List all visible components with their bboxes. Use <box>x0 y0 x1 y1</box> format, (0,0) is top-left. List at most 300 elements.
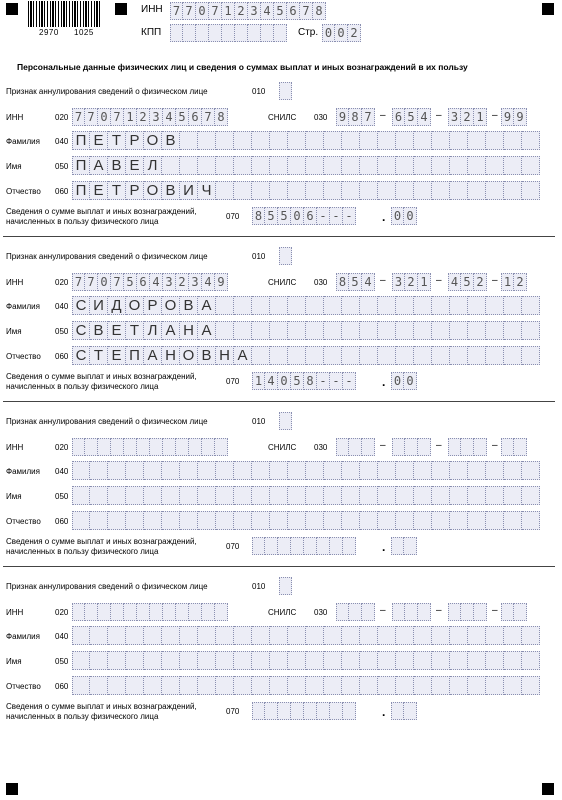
input-cell <box>324 156 342 175</box>
cancel-label: Признак аннулирования сведений о физическом лице <box>6 582 208 591</box>
snils-part-3[interactable] <box>448 438 487 456</box>
patronymic-field[interactable] <box>72 181 540 199</box>
snils-part-3[interactable] <box>448 108 487 126</box>
input-cell <box>378 511 396 530</box>
input-cell <box>432 651 450 670</box>
input-cell <box>270 346 288 365</box>
input-cell <box>360 626 378 645</box>
input-cell <box>270 181 288 200</box>
input-cell <box>418 603 431 621</box>
form-title: Персональные данные физических лиц и сведения о суммах выплат и иных вознаграждений в их пользу <box>17 62 468 72</box>
input-cell <box>304 537 317 555</box>
input-cell <box>234 156 252 175</box>
input-cell <box>189 438 202 456</box>
input-cell <box>137 603 150 621</box>
surname-field[interactable] <box>72 626 540 644</box>
input-cell <box>468 346 486 365</box>
input-cell: А <box>234 346 252 365</box>
input-cell <box>234 131 252 150</box>
input-cell <box>216 486 234 505</box>
input-cell <box>234 296 252 315</box>
surname-code: 040 <box>55 467 69 476</box>
input-cell <box>234 626 252 645</box>
input-cell <box>144 461 162 480</box>
input-cell <box>137 438 150 456</box>
input-cell <box>124 603 137 621</box>
input-cell <box>486 156 504 175</box>
cancel-label: Признак аннулирования сведений о физическом лице <box>6 87 208 96</box>
input-cell <box>270 676 288 695</box>
input-cell <box>108 651 126 670</box>
input-cell: П <box>126 346 144 365</box>
input-cell <box>252 676 270 695</box>
input-cell: 0 <box>391 372 404 390</box>
input-cell: 8 <box>313 2 326 20</box>
sum-decimal-point: . <box>382 375 386 389</box>
input-cell: Е <box>108 346 126 365</box>
inn-code: 020 <box>55 113 69 122</box>
inn-code: 020 <box>55 443 69 452</box>
inn-code: 020 <box>55 608 69 617</box>
input-cell: 5 <box>349 273 362 291</box>
input-cell: А <box>162 321 180 340</box>
input-cell: 5 <box>461 273 474 291</box>
input-cell <box>522 181 540 200</box>
input-cell <box>342 321 360 340</box>
input-cell: 6 <box>287 2 300 20</box>
input-cell <box>414 346 432 365</box>
input-cell <box>108 626 126 645</box>
sum-label-line2: начисленных в пользу физического лица <box>6 712 159 721</box>
input-cell <box>396 461 414 480</box>
cancel-code: 010 <box>252 582 266 591</box>
name-field[interactable] <box>72 321 540 339</box>
patronymic-field[interactable] <box>72 676 540 694</box>
input-cell <box>278 537 291 555</box>
input-cell <box>448 603 461 621</box>
input-cell <box>234 486 252 505</box>
input-cell <box>504 296 522 315</box>
cancel-field[interactable] <box>279 247 292 265</box>
snils-part-3[interactable] <box>448 273 487 291</box>
snils-separator: – <box>492 605 498 616</box>
sum-int-field[interactable] <box>252 372 356 390</box>
input-cell <box>514 438 527 456</box>
input-cell <box>360 461 378 480</box>
input-cell: Т <box>108 181 126 200</box>
input-cell <box>324 511 342 530</box>
input-cell <box>324 131 342 150</box>
input-cell <box>504 461 522 480</box>
cancel-field[interactable] <box>279 412 292 430</box>
input-cell <box>342 676 360 695</box>
input-cell <box>324 651 342 670</box>
input-cell <box>270 156 288 175</box>
snils-part-4[interactable] <box>501 273 527 291</box>
input-cell <box>501 603 514 621</box>
input-cell <box>126 676 144 695</box>
input-cell <box>450 486 468 505</box>
cancel-label: Признак аннулирования сведений о физическом лице <box>6 252 208 261</box>
snils-part-4[interactable] <box>501 438 527 456</box>
sum-decimal-point: . <box>382 705 386 719</box>
input-cell <box>198 511 216 530</box>
input-cell: 3 <box>150 108 163 126</box>
surname-field[interactable] <box>72 131 540 149</box>
input-cell <box>468 651 486 670</box>
cancel-field[interactable] <box>279 82 292 100</box>
input-cell <box>180 461 198 480</box>
input-cell: 0 <box>335 24 348 42</box>
input-cell <box>72 603 85 621</box>
input-cell <box>450 461 468 480</box>
input-cell <box>72 676 90 695</box>
block-divider <box>3 566 555 567</box>
sum-int-field[interactable] <box>252 537 356 555</box>
input-cell <box>342 131 360 150</box>
sum-code: 070 <box>226 212 240 221</box>
cancel-code: 010 <box>252 87 266 96</box>
input-cell <box>265 702 278 720</box>
input-cell: 1 <box>501 273 514 291</box>
input-cell <box>378 346 396 365</box>
input-cell <box>432 676 450 695</box>
input-cell <box>486 321 504 340</box>
name-code: 050 <box>55 162 69 171</box>
input-cell <box>362 603 375 621</box>
corner-marker-bottom-right <box>542 783 554 795</box>
corner-marker-bottom-left <box>6 783 18 795</box>
input-cell: 7 <box>183 2 196 20</box>
input-cell <box>306 676 324 695</box>
input-cell <box>486 626 504 645</box>
input-cell <box>270 511 288 530</box>
surname-label: Фамилия <box>6 137 40 146</box>
input-cell <box>306 181 324 200</box>
block-divider <box>3 236 555 237</box>
input-cell <box>522 131 540 150</box>
sum-dec-field[interactable] <box>391 702 417 720</box>
input-cell <box>486 296 504 315</box>
input-cell <box>162 676 180 695</box>
input-cell <box>432 321 450 340</box>
input-cell <box>306 511 324 530</box>
input-cell <box>234 181 252 200</box>
input-cell: 9 <box>501 108 514 126</box>
inn-label: ИНН <box>6 113 24 122</box>
input-cell <box>270 296 288 315</box>
snils-part-2[interactable] <box>392 603 431 621</box>
input-cell <box>126 626 144 645</box>
name-field[interactable] <box>72 651 540 669</box>
snils-label: СНИЛС <box>268 278 297 287</box>
input-cell: 2 <box>235 2 248 20</box>
input-cell <box>306 321 324 340</box>
input-cell <box>342 346 360 365</box>
input-cell <box>180 486 198 505</box>
patronymic-label: Отчество <box>6 517 41 526</box>
sum-label-line2: начисленных в пользу физического лица <box>6 547 159 556</box>
input-cell: Р <box>126 181 144 200</box>
input-cell <box>414 626 432 645</box>
input-cell: 6 <box>392 108 405 126</box>
cancel-code: 010 <box>252 252 266 261</box>
patronymic-code: 060 <box>55 517 69 526</box>
input-cell: 7 <box>300 2 313 20</box>
input-cell <box>176 438 189 456</box>
input-cell <box>414 181 432 200</box>
snils-code: 030 <box>314 113 328 122</box>
input-cell <box>378 181 396 200</box>
name-field[interactable] <box>72 156 540 174</box>
input-cell <box>468 296 486 315</box>
inn-field[interactable] <box>72 108 228 126</box>
input-cell: 2 <box>176 273 189 291</box>
input-cell <box>189 603 202 621</box>
input-cell <box>392 438 405 456</box>
input-cell <box>90 511 108 530</box>
inn-code: 020 <box>55 278 69 287</box>
input-cell <box>474 438 487 456</box>
snils-code: 030 <box>314 608 328 617</box>
sum-label-line1: Сведения о сумме выплат и иных вознаграждений, <box>6 702 197 711</box>
name-code: 050 <box>55 327 69 336</box>
input-cell: 9 <box>514 108 527 126</box>
input-cell: 4 <box>362 273 375 291</box>
surname-field[interactable] <box>72 296 540 314</box>
inn-field[interactable] <box>72 273 228 291</box>
input-cell <box>405 438 418 456</box>
input-cell <box>150 438 163 456</box>
input-cell <box>317 702 330 720</box>
snils-separator: – <box>492 440 498 451</box>
input-cell: А <box>198 321 216 340</box>
input-cell: Т <box>90 346 108 365</box>
input-cell <box>144 676 162 695</box>
input-cell <box>306 346 324 365</box>
input-cell <box>216 181 234 200</box>
input-cell <box>396 626 414 645</box>
patronymic-field[interactable] <box>72 346 540 364</box>
input-cell <box>468 626 486 645</box>
input-cell <box>90 461 108 480</box>
snils-part-1[interactable] <box>336 108 375 126</box>
input-cell: 5 <box>405 108 418 126</box>
input-cell: 8 <box>304 372 317 390</box>
input-cell <box>324 296 342 315</box>
header-inn-field[interactable] <box>170 2 326 20</box>
input-cell: - <box>317 207 330 225</box>
input-cell <box>468 156 486 175</box>
input-cell <box>216 321 234 340</box>
input-cell <box>396 676 414 695</box>
input-cell: 5 <box>265 207 278 225</box>
input-cell <box>252 486 270 505</box>
input-cell: Л <box>144 321 162 340</box>
input-cell <box>234 321 252 340</box>
input-cell <box>198 156 216 175</box>
sum-dec-field[interactable] <box>391 207 417 225</box>
input-cell <box>450 181 468 200</box>
input-cell <box>288 346 306 365</box>
patronymic-code: 060 <box>55 682 69 691</box>
input-cell <box>450 511 468 530</box>
input-cell <box>215 438 228 456</box>
sum-int-field[interactable] <box>252 702 356 720</box>
input-cell <box>504 321 522 340</box>
input-cell: 2 <box>474 273 487 291</box>
snils-part-4[interactable] <box>501 108 527 126</box>
inn-field[interactable] <box>72 438 228 456</box>
input-cell <box>288 296 306 315</box>
input-cell <box>522 486 540 505</box>
input-cell <box>486 486 504 505</box>
input-cell <box>432 626 450 645</box>
input-cell <box>378 676 396 695</box>
input-cell <box>252 626 270 645</box>
input-cell <box>90 626 108 645</box>
input-cell: О <box>162 296 180 315</box>
input-cell <box>183 24 196 42</box>
input-cell <box>288 181 306 200</box>
input-cell <box>468 181 486 200</box>
surname-field[interactable] <box>72 461 540 479</box>
input-cell <box>162 461 180 480</box>
input-cell <box>306 626 324 645</box>
input-cell: 7 <box>209 2 222 20</box>
header-page-field[interactable] <box>322 24 361 42</box>
sum-label-line1: Сведения о сумме выплат и иных вознаграждений, <box>6 207 197 216</box>
input-cell <box>522 626 540 645</box>
input-cell <box>468 321 486 340</box>
input-cell <box>324 626 342 645</box>
name-label: Имя <box>6 657 22 666</box>
input-cell <box>202 438 215 456</box>
snils-part-1[interactable] <box>336 438 375 456</box>
input-cell <box>468 511 486 530</box>
sum-int-field[interactable] <box>252 207 356 225</box>
sum-dec-field[interactable] <box>391 372 417 390</box>
input-cell: Л <box>144 156 162 175</box>
patronymic-field[interactable] <box>72 511 540 529</box>
input-cell <box>414 131 432 150</box>
block-divider <box>3 401 555 402</box>
input-cell <box>461 438 474 456</box>
snils-part-3[interactable] <box>448 603 487 621</box>
input-cell <box>288 461 306 480</box>
input-cell: 5 <box>176 108 189 126</box>
input-cell: С <box>72 296 90 315</box>
input-cell <box>162 156 180 175</box>
input-cell: 0 <box>196 2 209 20</box>
input-cell <box>124 438 137 456</box>
input-cell: Н <box>216 346 234 365</box>
input-cell: С <box>72 346 90 365</box>
input-cell: 7 <box>111 273 124 291</box>
input-cell <box>324 181 342 200</box>
input-cell <box>396 321 414 340</box>
input-cell: В <box>198 346 216 365</box>
input-cell <box>378 131 396 150</box>
input-cell: Е <box>90 131 108 150</box>
input-cell <box>198 461 216 480</box>
input-cell: Ч <box>198 181 216 200</box>
input-cell <box>504 156 522 175</box>
input-cell <box>234 511 252 530</box>
input-cell <box>180 511 198 530</box>
input-cell: 4 <box>202 273 215 291</box>
input-cell <box>126 486 144 505</box>
input-cell <box>288 651 306 670</box>
snils-part-1[interactable] <box>336 603 375 621</box>
patronymic-label: Отчество <box>6 352 41 361</box>
snils-part-1[interactable] <box>336 273 375 291</box>
snils-separator: – <box>436 110 442 121</box>
input-cell: 4 <box>265 372 278 390</box>
input-cell <box>216 511 234 530</box>
input-cell <box>474 603 487 621</box>
input-cell <box>414 321 432 340</box>
input-cell <box>126 511 144 530</box>
input-cell <box>248 24 261 42</box>
input-cell: 3 <box>248 2 261 20</box>
input-cell: 2 <box>405 273 418 291</box>
input-cell <box>252 321 270 340</box>
input-cell: 3 <box>189 273 202 291</box>
input-cell: Д <box>108 296 126 315</box>
inn-field[interactable] <box>72 603 228 621</box>
input-cell: 8 <box>215 108 228 126</box>
input-cell: 0 <box>98 108 111 126</box>
input-cell <box>522 511 540 530</box>
sum-label-line2: начисленных в пользу физического лица <box>6 382 159 391</box>
input-cell <box>72 511 90 530</box>
input-cell <box>450 346 468 365</box>
input-cell <box>330 537 343 555</box>
input-cell: В <box>180 296 198 315</box>
input-cell <box>448 438 461 456</box>
input-cell <box>180 156 198 175</box>
input-cell <box>450 626 468 645</box>
cancel-field[interactable] <box>279 577 292 595</box>
input-cell <box>396 296 414 315</box>
snils-label: СНИЛС <box>268 113 297 122</box>
snils-label: СНИЛС <box>268 608 297 617</box>
input-cell <box>360 486 378 505</box>
input-cell <box>324 676 342 695</box>
input-cell <box>163 603 176 621</box>
input-cell <box>450 131 468 150</box>
input-cell <box>343 702 356 720</box>
snils-part-4[interactable] <box>501 603 527 621</box>
input-cell <box>306 461 324 480</box>
input-cell <box>270 486 288 505</box>
snils-part-2[interactable] <box>392 108 431 126</box>
header-kpp-field[interactable] <box>170 24 287 42</box>
input-cell <box>150 603 163 621</box>
input-cell: 7 <box>85 273 98 291</box>
input-cell: 0 <box>278 372 291 390</box>
input-cell <box>270 461 288 480</box>
input-cell <box>396 511 414 530</box>
snils-part-2[interactable] <box>392 273 431 291</box>
name-field[interactable] <box>72 486 540 504</box>
snils-part-2[interactable] <box>392 438 431 456</box>
input-cell: 4 <box>418 108 431 126</box>
input-cell <box>378 461 396 480</box>
input-cell: 7 <box>72 273 85 291</box>
sum-dec-field[interactable] <box>391 537 417 555</box>
